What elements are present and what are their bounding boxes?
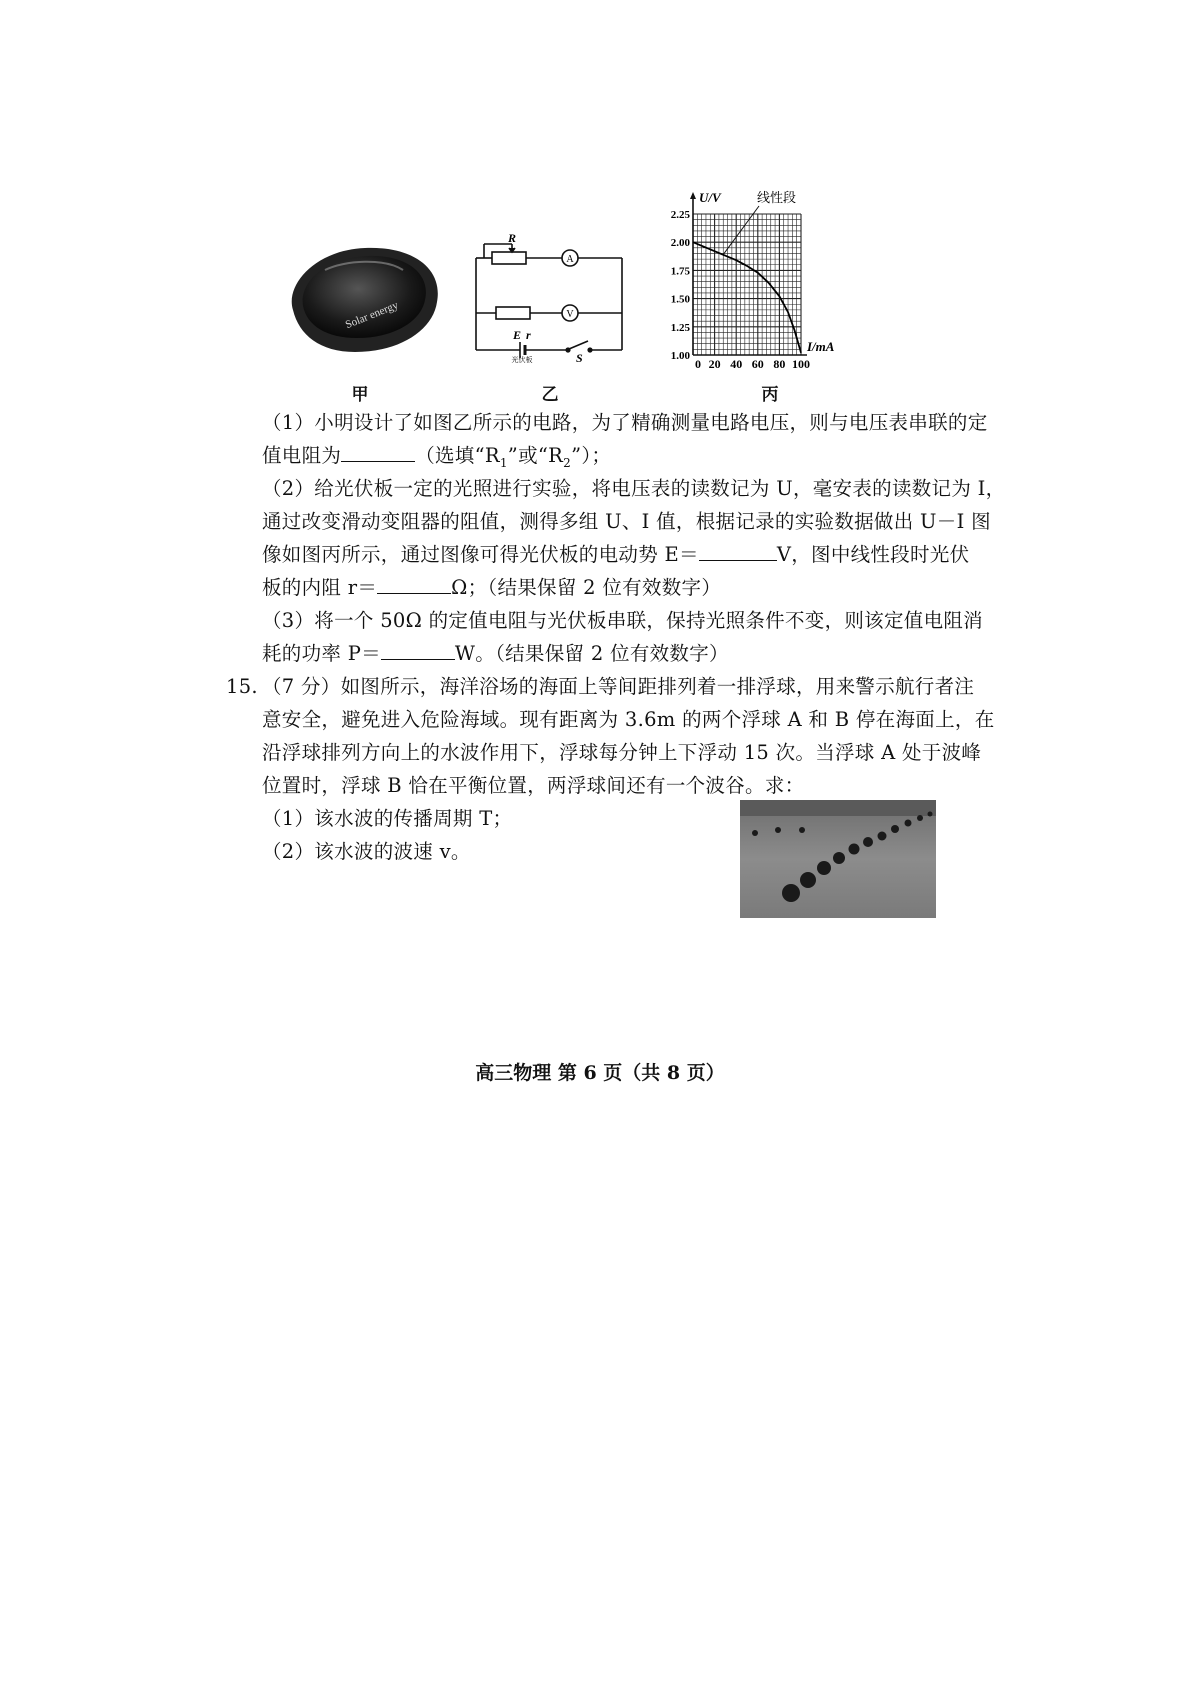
x-tick-label: 0 (695, 357, 701, 370)
q15-line-a: （7 分）如图所示，海洋浴场的海面上等间距排列着一排浮球，用来警示航行者注 (262, 675, 975, 698)
device-text: Solar energy (343, 299, 400, 332)
u-i-chart (655, 190, 885, 370)
x-tick-label: 100 (792, 357, 810, 370)
y-tick-label: 1.75 (670, 265, 690, 278)
x-tick-label: 80 (773, 357, 786, 370)
solar-device-image (285, 240, 445, 360)
label-S: S (576, 351, 583, 363)
label-panel: 光伏板 (511, 356, 533, 363)
q15-number: 15. (226, 675, 258, 698)
q15-sub-1: （1）该水波的传播周期 T； (262, 807, 513, 830)
q14-1-line-b: 值电阻为 （选填“$R_1$”或“$R_2$”）； (262, 444, 612, 470)
q14-3-line-a: （3）将一个 50Ω 的定值电阻与光伏板串联，保持光照条件不变，则该定值电阻消 (262, 609, 983, 632)
y-tick-label: 2.00 (670, 237, 690, 250)
q14-2-line-b: 通过改变滑动变阻器的阻值，测得多组 U、I 值，根据记录的实验数据做出 U－I 图 (262, 510, 991, 533)
annotation-linear-segment: 线性段 (757, 190, 797, 205)
q14-1-line-a: （1）小明设计了如图乙所示的电路，为了精确测量电路电压，则与电压表串联的定 (262, 411, 988, 434)
y-tick-label: 2.25 (670, 209, 690, 221)
q15-sub-2: （2）该水波的波速 v。 (262, 840, 471, 863)
q14-3-line-b: 耗的功率 P＝ W。（结果保留 2 位有效数字） (262, 642, 729, 665)
x-tick-label: 40 (730, 357, 743, 370)
buoys-photo (740, 800, 936, 918)
q14-2-line-c: 像如图丙所示，通过图像可得光伏板的电动势 E＝ V，图中线性段时光伏 (262, 543, 970, 566)
answer-blank-emf[interactable] (699, 542, 777, 561)
answer-blank-resistor[interactable] (341, 443, 415, 462)
figure-label-bing: 丙 (761, 385, 779, 405)
x-tick-label: 60 (751, 357, 764, 370)
figure-label-yi: 乙 (541, 385, 559, 405)
label-E: E (513, 328, 522, 342)
page-footer: 高三物理 第 6 页（共 8 页） (475, 1062, 725, 1084)
answer-blank-resistance[interactable] (377, 575, 451, 594)
answer-blank-power[interactable] (381, 641, 455, 660)
circuit-diagram (470, 228, 630, 363)
y-tick-label: 1.00 (670, 350, 690, 362)
label-A: A (566, 254, 574, 265)
q15-line-d: 位置时，浮球 B 恰在平衡位置，两浮球间还有一个波谷。求： (262, 774, 805, 797)
label-R: R (508, 231, 517, 245)
x-tick-label: 20 (708, 357, 721, 370)
label-V: V (566, 309, 574, 320)
figure-label-jia: 甲 (351, 385, 369, 405)
q15-line-b: 意安全，避免进入危险海域。现有距离为 3.6m 的两个浮球 A 和 B 停在海面上，在 (262, 708, 995, 731)
label-r: r (526, 328, 531, 342)
q14-2-line-d: 板的内阻 r＝ Ω；（结果保留 2 位有效数字） (262, 576, 722, 599)
y-tick-label: 1.25 (670, 321, 690, 334)
x-axis-label: I/mA (807, 339, 835, 354)
y-tick-label: 1.50 (670, 293, 690, 306)
y-axis-arrow (690, 192, 696, 199)
y-axis-label: U/V (699, 190, 721, 205)
q14-2-line-a: （2）给光伏板一定的光照进行实验，将电压表的读数记为 U，毫安表的读数记为 I， (262, 477, 1006, 500)
q15-line-c: 沿浮球排列方向上的水波作用下，浮球每分钟上下浮动 15 次。当浮球 A 处于波峰 (262, 741, 982, 764)
series-line (693, 242, 801, 353)
